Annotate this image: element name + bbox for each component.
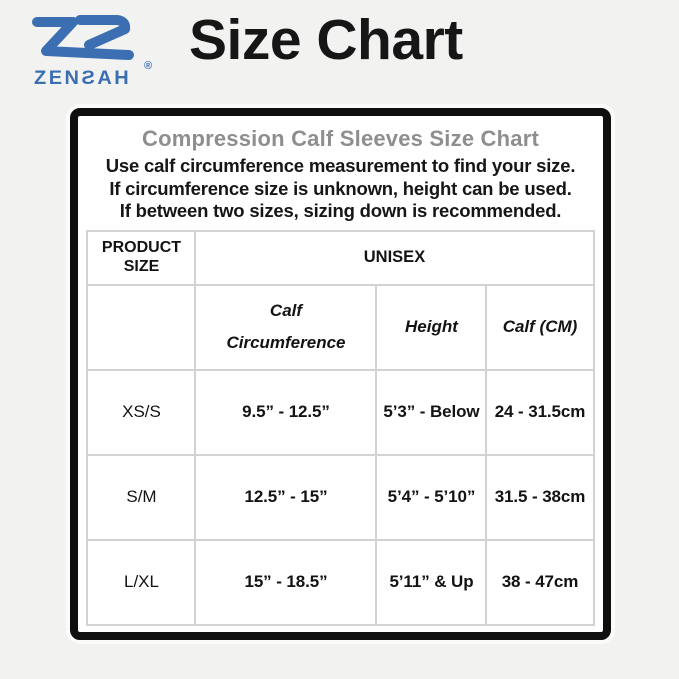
- col-header-calf-circumference-cell: [195, 285, 376, 370]
- instruction-line-2: If circumference size is unknown, height can be used.: [109, 177, 572, 199]
- calf-circumference-value: 9.5” - 12.5”: [195, 370, 376, 455]
- size-label: S/M: [87, 455, 195, 540]
- instruction-line-1: Use calf circumference measurement to find your size.: [105, 155, 576, 176]
- empty-corner-cell: [87, 285, 195, 370]
- height-value: 5’11” & Up: [376, 540, 486, 625]
- size-chart-box: [70, 108, 611, 640]
- calf-circumference-value: 12.5” - 15”: [195, 455, 376, 540]
- table-row-s-m: [87, 455, 593, 540]
- chart-box-title: Compression Calf Sleeves Size Chart: [141, 126, 540, 151]
- height-value: 5’3” - Below: [376, 370, 486, 455]
- table-row-column-headers: [87, 285, 593, 370]
- height-value: 5’4” - 5’10”: [376, 455, 486, 540]
- table-row-group-header: [87, 231, 593, 285]
- size-label: XS/S: [87, 370, 195, 455]
- size-label: L/XL: [87, 540, 195, 625]
- page-title: Size Chart: [189, 8, 463, 72]
- instructions: [78, 155, 603, 223]
- calf-cm-value: 24 - 31.5cm: [486, 370, 593, 455]
- unisex-header-cell: [195, 231, 593, 285]
- product-size-header: PRODUCT SIZE: [101, 239, 182, 275]
- col-header-calf-circumference: Calf Circumference: [226, 300, 346, 352]
- table-row-l-xl: [87, 540, 593, 625]
- table-row-xs-s: [87, 370, 593, 455]
- size-table: [86, 230, 594, 626]
- calf-circumference-value: 15” - 18.5”: [195, 540, 376, 625]
- col-header-height: Height: [376, 285, 486, 370]
- zensah-monogram-icon: [32, 14, 135, 60]
- zensah-logo: [20, 8, 175, 100]
- calf-cm-value: 31.5 - 38cm: [486, 455, 593, 540]
- col-header-calf-cm: Calf (CM): [486, 285, 593, 370]
- zensah-wordmark: ZENƧAH: [34, 67, 132, 89]
- registered-trademark-symbol: ®: [144, 60, 153, 72]
- unisex-header: UNISEX: [363, 248, 426, 266]
- product-size-header-cell: [87, 231, 195, 285]
- instruction-line-3: If between two sizes, sizing down is recommended.: [119, 200, 562, 221]
- calf-cm-value: 38 - 47cm: [486, 540, 593, 625]
